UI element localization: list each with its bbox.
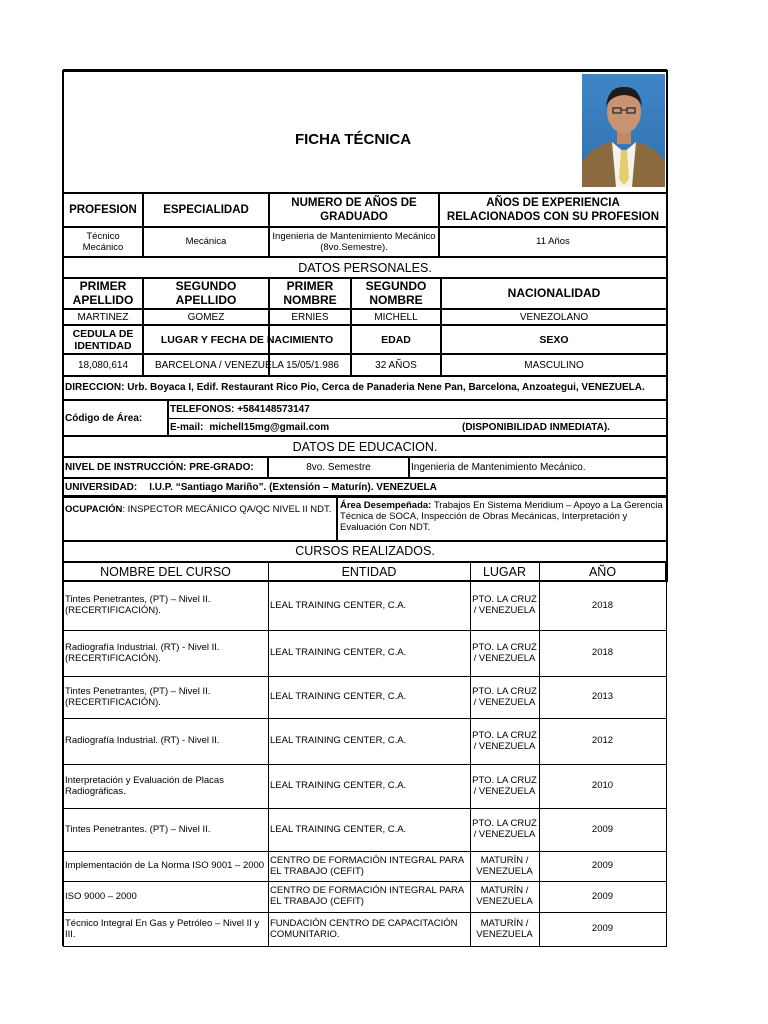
course-name: ISO 9000 – 2000 bbox=[65, 890, 137, 902]
header-especialidad: ESPECIALIDAD bbox=[163, 203, 249, 216]
header-cedula: CEDULA DE IDENTIDAD bbox=[72, 327, 134, 352]
course-place: MATURÍN / VENEZUELA bbox=[476, 885, 533, 907]
course-place: PTO. LA CRUZ / VENEZUELA bbox=[472, 594, 537, 616]
course-entity: FUNDACIÓN CENTRO DE CAPACITACIÓN COMUNITARIO. bbox=[270, 917, 458, 940]
course-entity: CENTRO DE FORMACIÓN INTEGRAL PARA EL TRABAJO (CEFIT) bbox=[270, 854, 464, 877]
page-title: FICHA TÉCNICA bbox=[294, 131, 412, 149]
course-name: Interpretación y Evaluación de Placas Radiográficas. bbox=[65, 774, 224, 797]
availability-note: (DISPONIBILIDAD INMEDIATA). bbox=[462, 421, 610, 433]
course-entity: LEAL TRAINING CENTER, C.A. bbox=[270, 599, 407, 611]
course-year: 2009 bbox=[591, 890, 614, 902]
course-entity: LEAL TRAINING CENTER, C.A. bbox=[270, 823, 407, 835]
area-label: Área Desempeñada: bbox=[340, 500, 432, 511]
course-name: Tintes Penetrantes, (PT) – Nivel II. (RECERTIFICACIÓN). bbox=[65, 685, 211, 708]
occupation-value: : INSPECTOR MECÁNICO QA/QC NIVEL II NDT. bbox=[122, 504, 332, 515]
course-place: PTO. LA CRUZ / VENEZUELA bbox=[472, 685, 537, 708]
header-anos-graduado: NUMERO DE AÑOS DE GRADUADO bbox=[291, 197, 417, 223]
area-performed bbox=[337, 497, 665, 541]
section-title-courses: CURSOS REALIZADOS. bbox=[295, 544, 435, 559]
course-name: Implementación de La Norma ISO 9001 – 2000 bbox=[65, 860, 265, 872]
occupation-label: OCUPACIÓN bbox=[65, 504, 123, 515]
email-line bbox=[168, 419, 458, 436]
header-course-name: NOMBRE DEL CURSO bbox=[100, 564, 231, 579]
course-year: 2009 bbox=[591, 923, 614, 935]
table-rule bbox=[63, 946, 667, 947]
course-entity: LEAL TRAINING CENTER, C.A. bbox=[270, 735, 407, 747]
course-place: MATURÍN / VENEZUELA bbox=[476, 854, 533, 877]
value-anos-graduado: Ingenieria de Mantenimiento Mecánico (8vo.Semestre). bbox=[272, 230, 436, 253]
value-primer-apellido: MARTINEZ bbox=[77, 311, 129, 323]
header-entity: ENTIDAD bbox=[341, 564, 397, 579]
table-rule bbox=[539, 562, 540, 946]
value-sexo: MASCULINO bbox=[524, 359, 584, 371]
course-entity: LEAL TRAINING CENTER, C.A. bbox=[270, 780, 407, 792]
header-experiencia: AÑOS DE EXPERIENCIA RELACIONADOS CON SU PROFESION bbox=[446, 197, 660, 223]
course-year: 2009 bbox=[591, 860, 614, 872]
value-segundo-nombre: MICHELL bbox=[374, 311, 418, 323]
course-year: 2009 bbox=[591, 823, 614, 835]
table-rule bbox=[470, 562, 471, 946]
course-place: PTO. LA CRUZ / VENEZUELA bbox=[472, 641, 537, 664]
course-year: 2018 bbox=[591, 647, 614, 659]
course-name: Radiografía Industrial. (RT) - Nivel II. bbox=[65, 735, 220, 747]
area-value: Trabajos En Sistema Meridium – Apoyo a La Gerencia Técnica de SOCA, Inspección de Obras Mecánicas, Interpretación y Evaluación Con NDT. bbox=[340, 500, 663, 533]
email-label: E-mail: bbox=[170, 421, 204, 433]
education-level: NIVEL DE INSTRUCCIÓN: PRE-GRADO: bbox=[65, 462, 254, 474]
value-nacionalidad: VENEZOLANO bbox=[519, 311, 589, 323]
header-edad: EDAD bbox=[381, 333, 411, 346]
education-semester: 8vo. Semestre bbox=[306, 462, 371, 474]
header-primer-apellido: PRIMER APELLIDO bbox=[72, 279, 134, 307]
value-segundo-apellido: GOMEZ bbox=[187, 311, 225, 323]
table-rule bbox=[268, 562, 269, 946]
email-address: michell15mg@gmail.com bbox=[209, 421, 330, 433]
course-place: PTO. LA CRUZ / VENEZUELA bbox=[472, 818, 537, 840]
header-segundo-nombre: SEGUNDO NOMBRE bbox=[365, 279, 427, 307]
header-sexo: SEXO bbox=[539, 333, 569, 346]
occupation bbox=[63, 497, 335, 541]
section-title-education: DATOS DE EDUCACION. bbox=[292, 439, 438, 454]
header-place: LUGAR bbox=[482, 564, 527, 579]
education-career: Ingenieria de Mantenimiento Mecánico. bbox=[411, 462, 586, 474]
section-title-personal: DATOS PERSONALES. bbox=[298, 260, 432, 275]
university-label: UNIVERSIDAD: bbox=[65, 482, 138, 494]
value-experiencia: 11 Años bbox=[536, 236, 570, 248]
value-primer-nombre: ERNIES bbox=[291, 311, 329, 323]
course-name: Técnico Integral En Gas y Petróleo – Nivel II y III. bbox=[65, 917, 260, 940]
course-entity: LEAL TRAINING CENTER, C.A. bbox=[270, 647, 407, 659]
course-place: MATURÍN / VENEZUELA bbox=[476, 917, 533, 940]
course-year: 2013 bbox=[591, 691, 614, 703]
header-lugar-fecha: LUGAR Y FECHA DE NACIMIENTO bbox=[160, 333, 334, 346]
header-nacionalidad: NACIONALIDAD bbox=[507, 286, 601, 301]
course-place: PTO. LA CRUZ / VENEZUELA bbox=[472, 774, 537, 797]
course-name: Radiografía Industrial. (RT) - Nivel II. (RECERTIFICACIÓN). bbox=[65, 641, 220, 664]
header-profesion: PROFESION bbox=[69, 203, 137, 216]
profile-photo bbox=[582, 74, 665, 187]
header-primer-nombre: PRIMER NOMBRE bbox=[283, 279, 337, 307]
table-rule bbox=[665, 562, 667, 581]
value-profesion: Técnico Mecánico bbox=[82, 230, 124, 253]
value-cedula: 18,080,614 bbox=[77, 359, 129, 371]
course-name: Tintes Penetrantes. (PT) – Nivel II. bbox=[65, 823, 211, 835]
table-rule bbox=[63, 69, 667, 72]
value-lugar-fecha: BARCELONA / VENEZUELA 15/05/1.986 bbox=[155, 359, 339, 371]
address-line: DIRECCION: Urb. Boyaca I, Edif. Restaurant Rico Pio, Cerca de Panaderia Nene Pan, Barcelona, Anzoategui, VENEZUELA. bbox=[65, 382, 645, 394]
course-year: 2018 bbox=[591, 599, 614, 611]
course-entity: LEAL TRAINING CENTER, C.A. bbox=[270, 691, 407, 703]
phone-numbers: TELEFONOS: +584148573147 bbox=[170, 403, 310, 415]
course-year: 2010 bbox=[591, 780, 614, 792]
course-name: Tintes Penetrantes, (PT) – Nivel II. (RECERTIFICACIÓN). bbox=[65, 594, 211, 616]
area-code-label: Código de Área: bbox=[65, 412, 143, 424]
course-place: PTO. LA CRUZ / VENEZUELA bbox=[472, 729, 537, 752]
header-year: AÑO bbox=[588, 564, 617, 579]
header-segundo-apellido: SEGUNDO APELLIDO bbox=[175, 279, 237, 307]
university-name: I.U.P. “Santiago Mariño”. (Extensión – Maturín). VENEZUELA bbox=[149, 482, 437, 494]
value-especialidad: Mecánica bbox=[185, 236, 227, 248]
value-edad: 32 AÑOS bbox=[375, 359, 417, 371]
course-entity: CENTRO DE FORMACIÓN INTEGRAL PARA EL TRABAJO (CEFIT) bbox=[270, 885, 464, 907]
course-year: 2012 bbox=[591, 735, 614, 747]
table-rule bbox=[666, 581, 667, 946]
